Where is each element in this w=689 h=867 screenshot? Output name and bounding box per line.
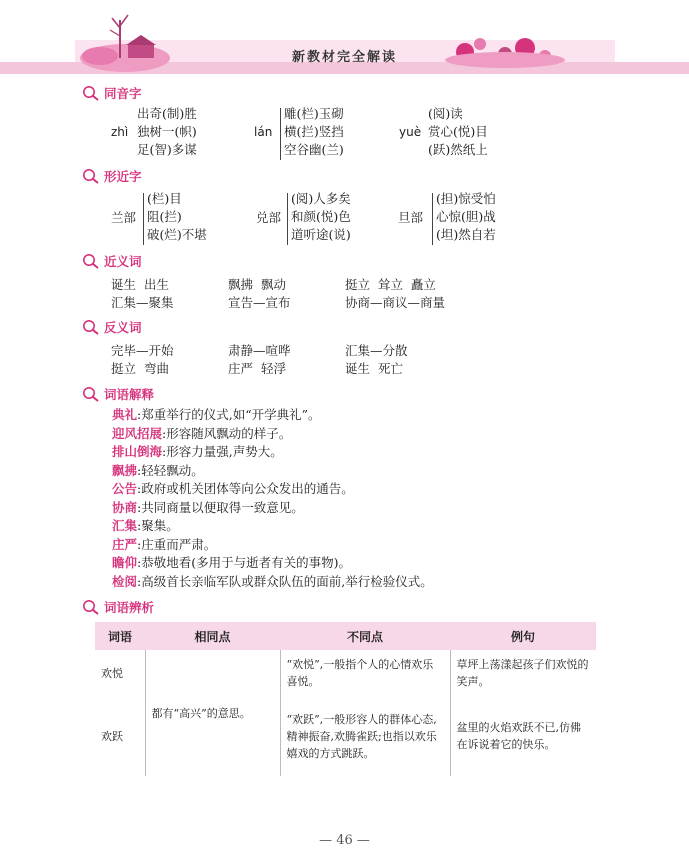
magnifier-icon xyxy=(82,168,100,184)
word: 横(拦)竖挡 xyxy=(284,124,344,139)
glossary-term: 公告 xyxy=(112,481,138,496)
magnifier-icon xyxy=(82,319,100,335)
table-row xyxy=(95,650,596,696)
radical-label: 旦部 xyxy=(398,210,424,225)
glossary-item xyxy=(112,462,433,481)
section-antonyms-heading xyxy=(82,318,142,336)
section-title: 词语解释 xyxy=(104,387,155,402)
glossary-definition: :共同商量以便取得一致意见。 xyxy=(137,499,304,515)
bracket-line xyxy=(280,108,281,160)
section-similar-heading xyxy=(82,167,142,185)
section-synonyms-heading xyxy=(82,252,142,270)
column-header: 例句 xyxy=(450,622,596,650)
glossary-term: 迎风招展 xyxy=(112,425,163,441)
glossary-term: 检阅 xyxy=(112,573,138,589)
antonym-item: 肃静—喧哗 xyxy=(228,343,291,358)
glossary-definition: :恭敬地看(多用于与逝者有关的事物)。 xyxy=(137,555,351,570)
glossary-item xyxy=(112,554,433,573)
section-title: 近义词 xyxy=(104,254,142,269)
word: 雕(栏)玉砌 xyxy=(284,106,344,121)
word-group xyxy=(137,105,197,159)
column-header: 相同点 xyxy=(145,622,280,650)
section-title: 同音字 xyxy=(104,86,142,101)
glossary-term: 排山倒海 xyxy=(112,444,163,459)
word: (阅)人多矣 xyxy=(291,191,351,206)
page-header xyxy=(0,0,689,78)
glossary-item xyxy=(112,425,433,444)
word-cell: 欢悦 xyxy=(101,666,123,680)
bracket-line xyxy=(432,193,433,245)
pinyin-label: zhì xyxy=(111,125,129,139)
synonym-item: 宣告—宣布 xyxy=(228,295,291,310)
word: (坦)然自若 xyxy=(436,227,496,242)
radical-label: 兑部 xyxy=(256,210,282,225)
section-analysis-heading xyxy=(82,598,154,616)
glossary-term: 瞻仰 xyxy=(112,555,138,570)
word-group xyxy=(147,190,207,244)
word: 出奇(制)胜 xyxy=(137,106,197,121)
column-header: 不同点 xyxy=(280,622,450,650)
glossary-definition: :形容力量强,声势大。 xyxy=(162,444,283,459)
glossary-term: 汇集 xyxy=(112,518,138,533)
antonym-item: 汇集—分散 xyxy=(345,343,408,358)
word: 心惊(胆)战 xyxy=(436,209,496,224)
word: 空谷幽(兰) xyxy=(284,142,344,157)
word: 足(智)多谋 xyxy=(137,142,197,157)
word-cell: 欢跃 xyxy=(101,729,123,743)
pinyin-label: yuè xyxy=(399,125,422,139)
word: 独树一(帜) xyxy=(137,124,197,139)
word: 赏心(悦)目 xyxy=(428,124,488,139)
common-cell: 都有“高兴”的意思。 xyxy=(145,650,280,776)
word: 破(烂)不堪 xyxy=(147,227,207,242)
section-glossary-heading xyxy=(82,385,154,403)
glossary-definition: :轻轻飘动。 xyxy=(137,462,204,478)
page-title: 新教材完全解读 xyxy=(291,50,397,65)
antonym-item: 诞生 死亡 xyxy=(345,361,403,376)
glossary-definition: :形容随风飘动的样子。 xyxy=(162,425,292,441)
word: 阻(拦) xyxy=(147,209,182,224)
glossary-definition: :政府或机关团体等向公众发出的通告。 xyxy=(137,481,354,496)
glossary-item xyxy=(112,406,433,425)
magnifier-icon xyxy=(82,599,100,615)
glossary-item xyxy=(112,517,433,536)
word: (跃)然纸上 xyxy=(428,142,488,157)
synonym-item: 飘拂 飘动 xyxy=(228,277,286,292)
glossary-definition: :高级首长亲临军队或群众队伍的面前,举行检验仪式。 xyxy=(137,573,433,589)
glossary-item xyxy=(112,536,433,555)
bracket-line xyxy=(287,193,288,245)
synonym-item: 汇集—聚集 xyxy=(111,295,174,310)
section-title: 词语辨析 xyxy=(104,600,155,615)
glossary-term: 飘拂 xyxy=(112,462,138,478)
glossary-term: 协商 xyxy=(112,499,138,515)
word: (担)惊受怕 xyxy=(436,191,496,206)
glossary-item xyxy=(112,480,433,499)
glossary-item xyxy=(112,443,433,462)
word-group xyxy=(428,105,488,159)
radical-label: 兰部 xyxy=(111,210,137,225)
glossary-term: 典礼 xyxy=(112,407,138,422)
word: (阅)读 xyxy=(428,106,463,121)
synonym-item: 挺立 耸立 矗立 xyxy=(345,277,436,292)
bracket-line xyxy=(143,193,144,245)
glossary-term: 庄严 xyxy=(112,536,138,552)
word: (栏)目 xyxy=(147,191,182,206)
glossary-definition: :聚集。 xyxy=(137,518,179,533)
difference-cell: “欢跃”,一般形容人的群体心态,精神振奋,欢腾雀跃;也指以欢乐嬉戏的方式跳跃。 xyxy=(280,696,450,776)
example-cell: 草坪上荡漾起孩子们欢悦的笑声。 xyxy=(450,650,596,696)
word: 和颜(悦)色 xyxy=(291,209,351,224)
word-group xyxy=(436,190,496,244)
table-header-row xyxy=(95,622,596,650)
glossary-item xyxy=(112,573,433,592)
glossary-definition: :郑重举行的仪式,如“开学典礼”。 xyxy=(137,407,321,422)
antonym-item: 庄严 轻浮 xyxy=(228,361,286,376)
word-group xyxy=(284,105,344,159)
antonym-item: 挺立 弯曲 xyxy=(111,361,169,376)
section-title: 反义词 xyxy=(104,320,142,335)
magnifier-icon xyxy=(82,253,100,269)
glossary-item xyxy=(112,499,433,518)
antonym-item: 完毕—开始 xyxy=(111,343,174,358)
magnifier-icon xyxy=(82,386,100,402)
pinyin-label: lán xyxy=(254,125,273,139)
section-title: 形近字 xyxy=(104,169,142,184)
header-decoration xyxy=(0,0,689,78)
section-homophones-heading xyxy=(82,84,142,102)
magnifier-icon xyxy=(82,85,100,101)
glossary-definition: :庄重而严肃。 xyxy=(137,536,217,552)
example-cell: 盆里的火焰欢跃不已,仿佛在诉说着它的快乐。 xyxy=(450,696,596,776)
page-number: — 46 — xyxy=(319,833,370,848)
synonym-item: 诞生 出生 xyxy=(111,277,169,292)
glossary-list xyxy=(112,406,433,591)
column-header: 词语 xyxy=(95,622,145,650)
word: 道听途(说) xyxy=(291,227,351,242)
synonym-item: 协商—商议—商量 xyxy=(345,295,446,310)
word-group xyxy=(291,190,351,244)
difference-cell: “欢悦”,一般指个人的心情欢乐喜悦。 xyxy=(280,650,450,696)
analysis-table xyxy=(95,622,596,776)
